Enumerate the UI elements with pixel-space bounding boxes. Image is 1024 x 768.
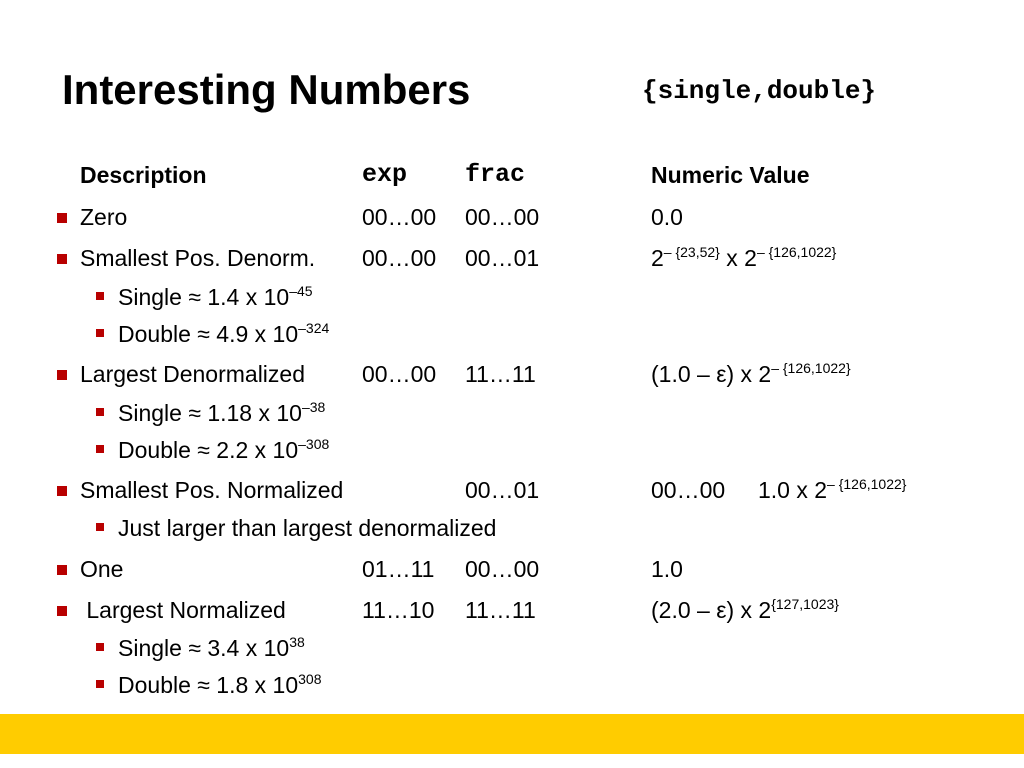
sub-item (0, 632, 1024, 664)
row-label: Smallest Pos. Normalized (80, 477, 344, 503)
value-exponent: – {126,1022} (756, 244, 837, 260)
header-description: Description (80, 162, 207, 188)
sub-item (0, 281, 1024, 313)
table-row-largest-denorm (0, 358, 1024, 390)
row-frac: 00…00 (465, 556, 540, 582)
square-bullet-icon (96, 643, 104, 651)
row-label: Zero (80, 204, 128, 230)
row-label: One (80, 556, 124, 582)
footer-bar (0, 714, 1024, 754)
row-value: (1.0 – ε) x $2^{- \{126,1022\}}$ (651, 360, 851, 387)
table-row-largest-norm (0, 594, 1024, 626)
header-numeric-value: Numeric Value (651, 162, 810, 188)
table-row-smallest-denorm (0, 242, 1024, 274)
sub-item (0, 397, 1024, 429)
row-label: Largest Denormalized (80, 361, 306, 387)
row-frac: 00…01 (465, 477, 540, 503)
row-label: Smallest Pos. Denorm. (80, 245, 316, 271)
slide-title: Interesting Numbers (62, 66, 471, 113)
sub-item-text: Single ≈ 1.18 x $10^{-38}$ (118, 399, 326, 426)
value-base: 2 (651, 245, 664, 271)
row-frac: 11…11 (465, 361, 536, 387)
sub-item-text: Double ≈ 1.8 x $10^{308}$ (118, 671, 322, 698)
square-bullet-icon (96, 329, 104, 337)
header-frac: frac (465, 160, 526, 189)
row-value-exp-field: 00…00 (651, 477, 726, 503)
row-exp: 00…00 (362, 204, 437, 230)
value-mid: x 2 (719, 245, 757, 271)
sub-item (0, 669, 1024, 701)
square-bullet-icon (57, 254, 67, 264)
row-exp: 00…00 (362, 245, 437, 271)
square-bullet-icon (96, 680, 104, 688)
row-frac: 00…01 (465, 245, 540, 271)
sub-item-text: Single ≈ 1.4 x $10^{-45}$ (118, 283, 313, 310)
row-value: 1.0 x $2^{- \{126,1022\}}$ (758, 476, 907, 503)
square-bullet-icon (57, 370, 67, 380)
row-frac: 00…00 (465, 204, 540, 230)
sub-item (0, 434, 1024, 466)
value-exponent: – {23,52} (663, 244, 720, 260)
row-exp: 11…10 (362, 597, 435, 623)
row-exp: 00…00 (362, 361, 437, 387)
row-value (651, 242, 836, 274)
sub-item (0, 512, 1024, 544)
slide-subtitle: {single,double} (642, 76, 877, 106)
square-bullet-icon (96, 523, 104, 531)
square-bullet-icon (96, 445, 104, 453)
row-value: 0.0 (651, 204, 683, 230)
square-bullet-icon (57, 213, 67, 223)
table-row-zero (0, 201, 1024, 233)
row-frac: 11…11 (465, 597, 536, 623)
sub-item-text: Double ≈ 2.2 x $10^{-308}$ (118, 436, 330, 463)
table-header (0, 159, 1024, 191)
row-label: Largest Normalized (80, 597, 286, 623)
row-value: 1.0 (651, 556, 683, 582)
sub-item-text: Just larger than largest denormalized (118, 515, 497, 541)
sub-item-text: Double ≈ 4.9 x $10^{-324}$ (118, 320, 330, 347)
table-row-one (0, 553, 1024, 585)
square-bullet-icon (57, 565, 67, 575)
square-bullet-icon (57, 606, 67, 616)
row-exp: 01…11 (362, 556, 435, 582)
row-value: (2.0 – ε) x $2^{\{127,1023\}}$ (651, 596, 839, 623)
sub-item (0, 318, 1024, 350)
sub-item-text: Single ≈ 3.4 x $10^{38}$ (118, 634, 305, 661)
square-bullet-icon (57, 486, 67, 496)
square-bullet-icon (96, 408, 104, 416)
header-exp: exp (362, 160, 408, 189)
table-row-smallest-norm (0, 474, 1024, 506)
square-bullet-icon (96, 292, 104, 300)
